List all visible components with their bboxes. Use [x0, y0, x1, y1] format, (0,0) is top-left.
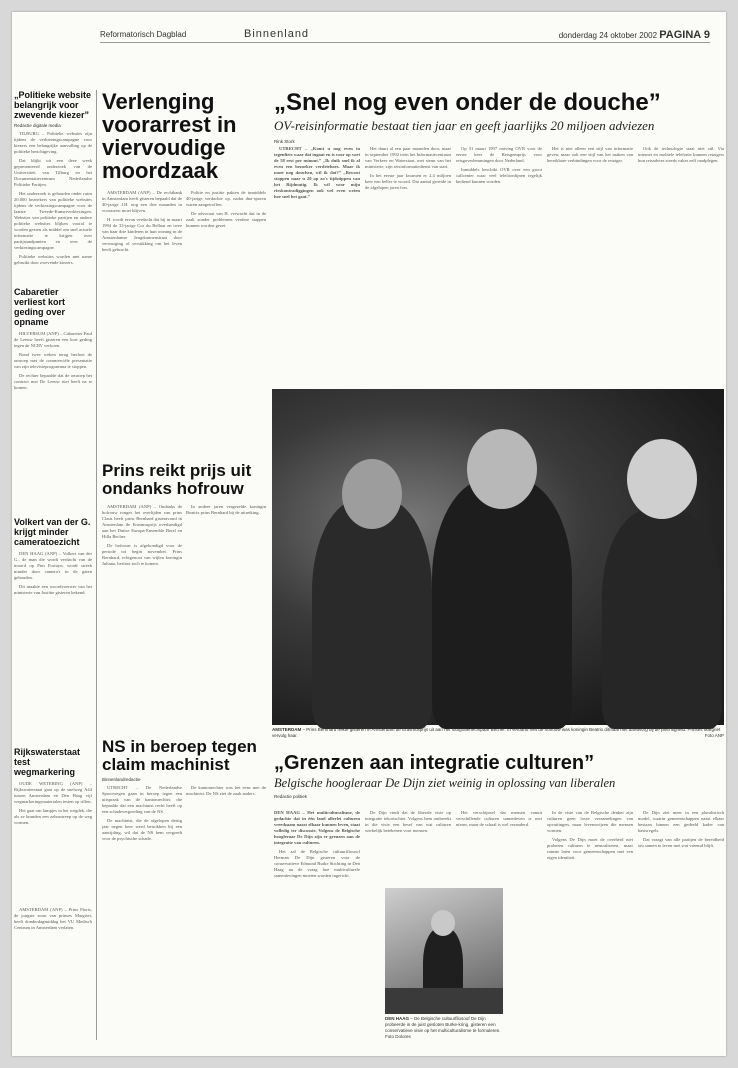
paragraph: Op 31 maart 1997 ontving OVR voor de eerste keer de Reisgemprijs voor reisgoverlemmingen door Nederland. [456, 146, 542, 163]
paragraph: In andere jaren vergezelde koningin Beatrix prins Bernhard bij de uitreiking. [186, 504, 266, 515]
paragraph: HILVERSUM (ANP) – Cabaretier Paul de Leeuw heeft gisteren een kort geding tegen de NCRV verloren. [14, 331, 92, 348]
paragraph: H. wordt ervan verdacht dat hij in maart 1994 de 33-jarige Cor du Bellaar en twee van haar drie kinderen in hun woning in de Amsterdamse Jeugdonmenstraat door verwurging of verstikking om het leven heeft gebracht. [102, 217, 182, 252]
caption-credit: Foto ANP [704, 733, 724, 738]
paragraph: Inmiddels beschikt OVR over een groot callcenter waar veel telefoonlijnen tegelijk bediend kunnen worden. [456, 167, 542, 184]
paragraph: Het onderzoek is gehouden onder ruim 20.000 bezoekers van politieke websites tijdens de verkiezingscampagne voor de laatste Tweede-Kamerverkiezingen. Websites van politieke partijen en andere politieke websites blijken vooral te worden gezien als middel om snel actuele informatie te krijgen over partijstandpunten en over de verkiezingscampagne. [14, 191, 92, 250]
story-verlenging-title: Verlenging voorarrest in viervoudige moordzaak [102, 89, 237, 183]
story-grenzen-title: „Grenzen aan integratie culturen” [274, 752, 595, 774]
photo-audience [385, 988, 503, 1014]
paragraph: Ook de technologie staat niet stil. Via internet en mobiele telefonie kunnen reizigers hun reisadvies steeds vaker zelf raadplegen. [638, 146, 724, 163]
story-rijkswaterstaat-title: Rijkswaterstaat test wegmarkering [14, 747, 81, 777]
paragraph: Politie en justitie pakten de inmiddels 40-jarige verdachte op, nadat dna-sporen waren aangetroffen. [186, 190, 266, 207]
paragraph: Politieke websites worden met name gebruikt door zwevende kiezers. [14, 254, 92, 265]
caption-label: DEN HAAG [385, 1016, 410, 1021]
story-douche-columns [274, 146, 724, 396]
paragraph: AMSTERDAM (ANP) – De rechtbank in Amsterdam heeft gisteren bepaald dat de 40-jarige J.H. nog een drie maanden in voorarrest moet blijven. [102, 190, 182, 213]
story-volkert-title: Volkert van der G. krijgt minder cameratoezicht [14, 517, 91, 547]
photo-head-right [627, 439, 697, 519]
text-column [638, 810, 724, 1050]
caption-credit: Foto Dolores [385, 1034, 411, 1039]
text-column [102, 504, 182, 704]
photo-speaker-head [431, 910, 455, 936]
date-text: donderdag 24 oktober 2002 [558, 31, 658, 40]
paragraph: Dat blijkt uit een deze week gepresenteerd onderzoek van de Universiteit van Tilburg en het Documentatiecentrum Nederlandse Politieke Partijen. [14, 158, 92, 187]
paragraph: In de visie van de Belgische denker zijn culturen geen losse verzamelingen van opvattingen, maar levenswijzen die mensen vormen. [547, 810, 633, 833]
text-column [102, 190, 182, 380]
story-ns-byline: Binnenlandredactie [102, 777, 141, 782]
paragraph: DEN HAAG (ANP) – Volkert van der G., de man die wordt verdacht van de moord op Pim Fortuyn, wordt streek minder door camera's in de gaten gehouden. [14, 551, 92, 580]
story-prins-columns [102, 504, 266, 704]
text-column [274, 146, 360, 396]
left-column [14, 90, 92, 1050]
story-prins-title: Prins reikt prijs uit ondanks hofrouw [102, 461, 252, 498]
story-grenzen-subtitle: Belgische hoogleraar De Dijn ziet weinig in oplossing van liberalen [274, 776, 616, 790]
newspaper-page [12, 12, 726, 1056]
paragraph: De rechter bepaalde dat de omroep het contract met De Leeuw niet heeft na te komen. [14, 373, 92, 390]
photo-figure-left [312, 499, 432, 729]
paragraph: De kantonrechter was het eens met de machinist. De NS ziet de zaak anders. [186, 785, 266, 796]
paragraph: Het is niet alleen een stijl van informatie geven, maar ook een stijl van het maken van bereikbare verbindingen voor de reiziger. [547, 146, 633, 163]
paragraph: AMSTERDAM (ANP) – Ondanks de hofrouw ronges het overlijden van prins Claus heeft prins Bernhard gisteravond in Amsterdam de Erasmusprijs overhandigd aan het Duitse Europa-Ensemble Berzl en Hilla Becher. [102, 504, 182, 539]
photo-head-left [342, 459, 402, 529]
section-name: Binnenland [244, 28, 310, 40]
text-column [102, 785, 182, 1015]
paragraph: De hofrouw is afgekondigd voor de periode tot begin november. Prins Bernhard, echtgenoot van wijlen koningin Juliana, besloot toch te komen. [102, 543, 182, 566]
paragraph: Het duurt al een paar maanden door, maar in september 1992 trein het Informatiecentrum van Verkeer en Waterstaat, met steun van het ministerie, zijn reisinformatiedienst van start. [365, 146, 451, 169]
story-website-title: „Politieke website belangrijk voor zwevende kiezer” [14, 90, 92, 120]
text-column [547, 810, 633, 1050]
paragraph: UTRECHT – „Komt u nog even in tegenfiets waar dat ingaat en is voor op voet de 58 rest per minuut.” „Ik duik snel ik al even een bezoeker verdriehoes. Maar ik moet nog douchen, wil ik dat?” „Bewust stoppen naar u 20 op zo's tijdstippen van het Rijdmatig. Ik wil voor mijn rieskontradiggingen ook wel even weten hoe snel het gaat.” [274, 146, 360, 199]
paragraph: De Dijn vindt dat de liberale visie op integratie tekortschiet. Volgens hem ontbreekt in die visie een besef van wat culturen werkelijk betekenen voor mensen. [365, 810, 451, 833]
story-douche [274, 90, 724, 396]
story-verlenging-columns [102, 190, 266, 380]
erasmusprijs-photo [272, 389, 724, 725]
paragraph: De machinist, die de afgelopen dertig jaar negen keer werd betrokken bij een aanrijding, wil dat de NS hem vergoedt voor de psychische schade. [102, 818, 182, 841]
text-column [186, 190, 266, 380]
text-column [456, 146, 542, 396]
text-column [547, 146, 633, 396]
paragraph: Het zal de Belgische cultuurfilosoof Herman De Dijn gisteren voor de conservatieve Edmund Burke Stichting in Den Haag na de vraag hoe multiculturele samenlevingen moeten worden ingericht. [274, 849, 360, 878]
paragraph: Dat vraagt van alle partijen de bereidheid om samen te leven met wat vreemd blijft. [638, 837, 724, 848]
paragraph: AMSTERDAM (ANP) – Prins Floris, de jongste zoon van prinses Margriet, heeft donderdagmiddag het VU Medisch Centrum in Amsterdam verlaten. [14, 907, 92, 930]
text-column [186, 785, 266, 1015]
story-ns [102, 738, 266, 1015]
story-grenzen [274, 752, 724, 801]
paragraph: Dit maakte een woordvoerster van het ministerie van Justitie gisteren bekend. [14, 584, 92, 595]
story-floris-body [14, 907, 92, 967]
story-douche-byline: Rink Stork [274, 139, 295, 144]
photo-figure-center [432, 479, 572, 729]
paragraph: De Dijn ziet meer in een pluralistisch model, waarin gemeenschappen naast elkaar bestaan binnen een gedeeld kader van basisregels. [638, 810, 724, 833]
paragraph: OUDE WETERING (ANP) – Rijkswaterstaat gaat op de snelweg A44 tussen Amsterdam en Den Haag vijf wegmarkeringsmaterialen testen op riffen. [14, 781, 92, 804]
story-douche-title: „Snel nog even onder de douche” [274, 89, 661, 116]
page-header [100, 28, 710, 43]
photo-figure-right [602, 509, 722, 729]
story-douche-subtitle: OV-reisinformatie bestaat tien jaar en geeft jaarlijks 20 miljoen adviezen [274, 118, 655, 133]
paragraph: Volgens De Dijn moet de overheid niet proberen culturen te neutraliseren, maar ruimte laten voor gemeenschappen met een eigen identiteit. [547, 837, 633, 860]
story-grenzen-lead: DEN HAAG – Het multiculturalisme, de gedachte dat in één land allerlei culturen vreedzaam naast elkaar kunnen leven, staat volledig ter discussie. Volgens de Belgische hoogleraar De Dijn zijn er grenzen aan de integratie van culturen. [274, 810, 360, 845]
story-prins [102, 462, 266, 704]
de-dijn-photo [385, 888, 503, 1014]
paragraph: In het eerste jaar kwamen er 2,4 miljoen keer een beller te woord. Dat aantal groeide in de afgelopen jaren fors. [365, 173, 451, 190]
text-column [365, 810, 451, 884]
story-grenzen-byline: Redactie politiek [274, 794, 308, 799]
photo-head-center [467, 429, 537, 509]
caption-text: – De Belgische cultuurfilosoof De Dijn probeerde in de juist gesloten Burke-kring, gisteren een conservatieve visie op het multiculturalisme te formuleren. [385, 1016, 501, 1033]
story-volkert-body [14, 551, 92, 741]
text-column [365, 146, 451, 396]
story-cabaretier-title: Cabaretier verliest kort geding over opname [14, 287, 66, 327]
paragraph: UTRECHT – De Nederlandse Spoorwegen gaan in beroep tegen een uitspraak van de kantonrechter, die bepaalde dat een machinist recht heeft op een schadevergoeding van de NS. [102, 785, 182, 814]
story-rijkswaterstaat-body [14, 781, 92, 901]
text-column [456, 810, 542, 884]
paragraph: De advocaat van H. verwacht dat in de zaak zonder problemen verdere stappen kunnen worden gezet. [186, 211, 266, 228]
page-number: PAGINA 9 [659, 29, 710, 41]
paragraph: TILBURG – Politieke websites zijn tijdens de verkiezingscampagne voor kiezers een belangrijke aanvulling op de politieke berichtgeving. [14, 131, 92, 154]
story-website-byline: Redactie digitale media [14, 123, 61, 128]
story-website-body [14, 131, 92, 281]
story-verlenging [102, 90, 266, 380]
paragraph: Het gaat om lampjes in het wegdek, die als ze branden een zebrastreep op de weg vormen. [14, 808, 92, 825]
story-ns-columns [102, 785, 266, 1015]
story-ns-title: NS in beroep tegen claim machinist [102, 737, 257, 774]
text-column [638, 146, 724, 396]
caption-text: – Prins Bernhard reikte gisteren in Amsterdam de Erasmusprijs uit aan het fotografenechtpaar Becher. In verband met de hofrouw was koningin Beatrix ditmaal niet aanwezig bij de plechtigheid. Prinses Margriet vervulg haar. [272, 727, 721, 738]
page-date [559, 29, 710, 41]
newspaper-name: Reformatorisch Dagblad [100, 30, 187, 39]
paragraph: Rond twee weken terug besloot de omroep met de commerciële presentatie van zijn televisieprogramma te stoppen. [14, 352, 92, 369]
caption-label: AMSTERDAM [272, 727, 302, 732]
photo-caption [272, 727, 724, 739]
story-cabaretier-body [14, 331, 92, 511]
column-rule [96, 90, 97, 1040]
text-column [274, 810, 360, 1050]
paragraph: Het verschijnsel dat mensen vanuit verschillende culturen samenleven is niet nieuw, maar de schaal is wel veranderd. [456, 810, 542, 827]
text-column [186, 504, 266, 704]
photo2-caption [385, 1016, 503, 1040]
